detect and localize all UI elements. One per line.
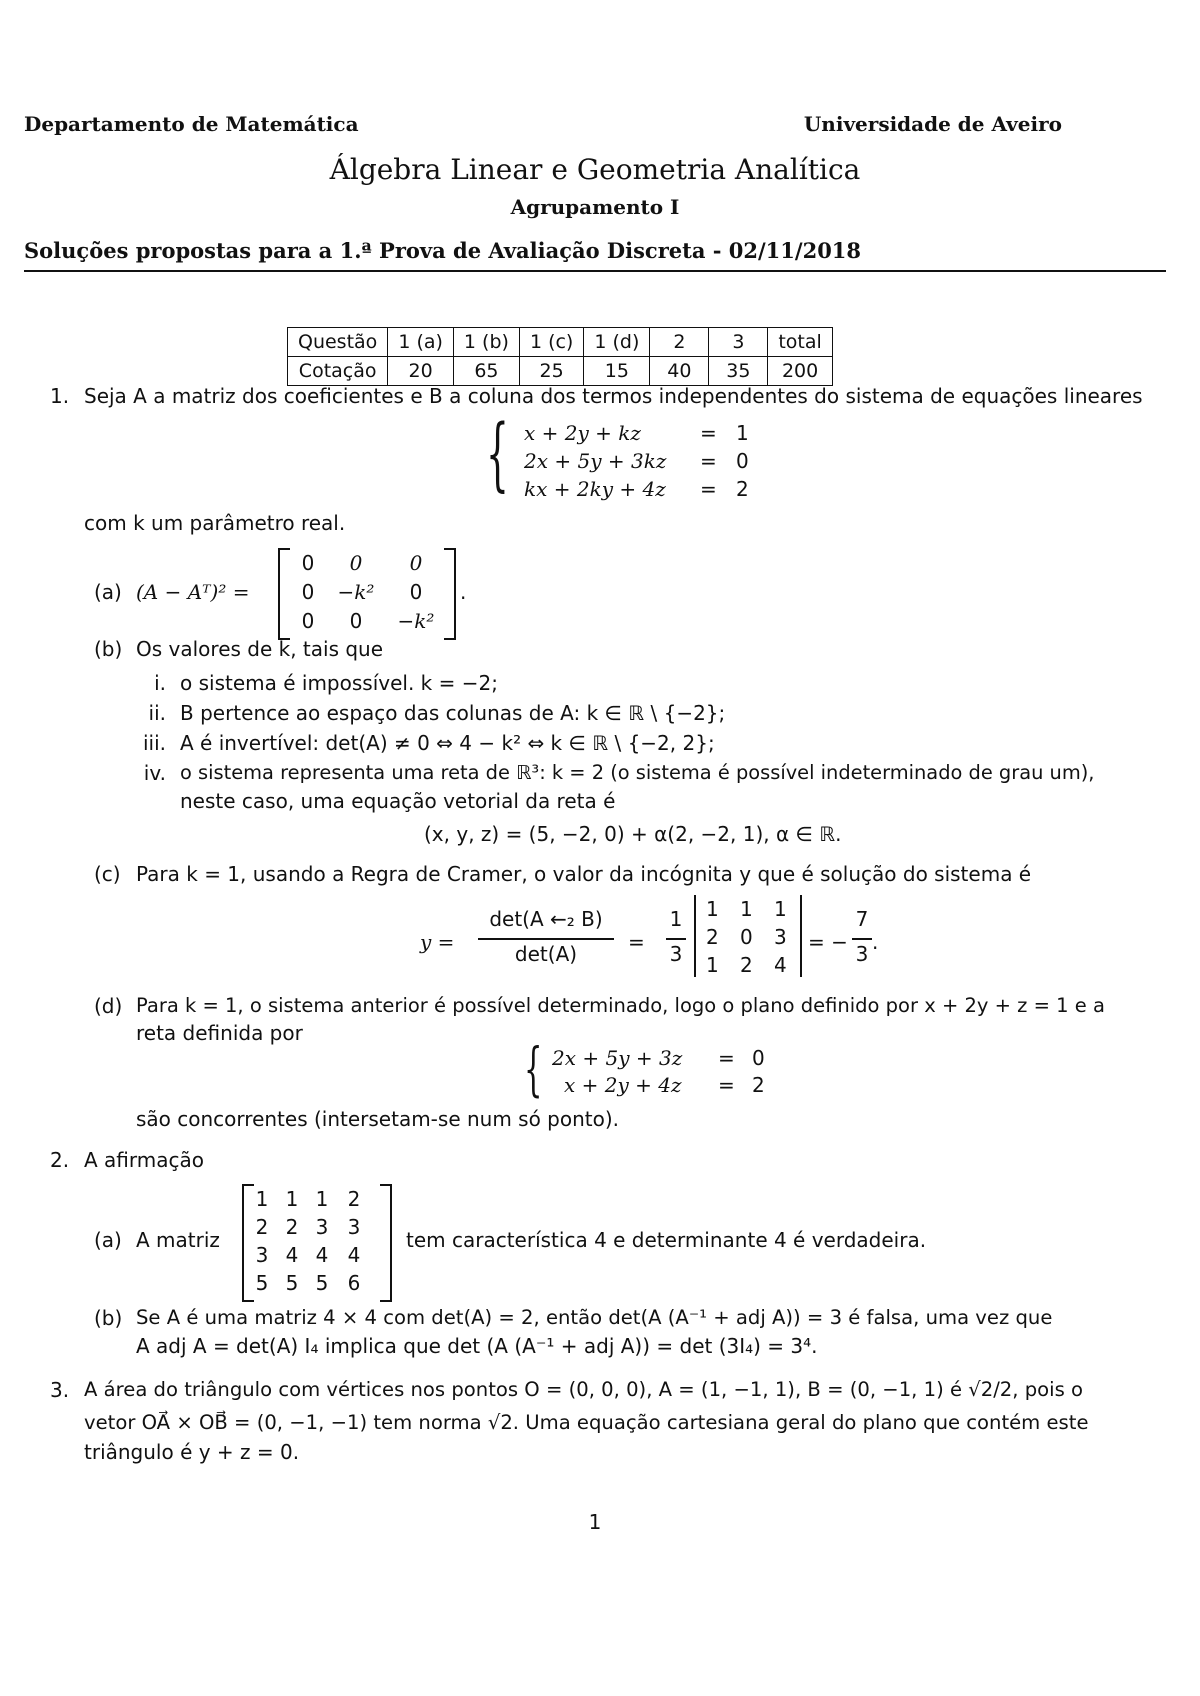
determinant-cell: 1 bbox=[706, 897, 719, 921]
fraction-bar bbox=[852, 938, 872, 940]
q2b-text: Se A é uma matriz 4 × 4 com det(A) = 2, então det(A (A⁻¹ + adj A)) = 3 é falsa, uma vez que bbox=[136, 1306, 1053, 1329]
determinant-cell: 4 bbox=[774, 953, 787, 977]
q1d-text: reta definida por bbox=[136, 1021, 303, 1045]
q1b-item-text: A é invertível: det(A) ≠ 0 ⇔ 4 − k² ⇔ k ∈ ℝ \ {−2, 2}; bbox=[180, 731, 715, 755]
table-cell: 200 bbox=[768, 357, 832, 386]
table-cell: 2 bbox=[650, 328, 709, 357]
q2b-text: A adj A = det(A) I₄ implica que det (A (A⁻¹ + adj A)) = det (3I₄) = 3⁴. bbox=[136, 1334, 818, 1358]
cramer-numerator: det(A ←₂ B) bbox=[489, 907, 603, 931]
matrix-cell: 5 bbox=[315, 1271, 329, 1295]
matrix-cell: 0 bbox=[301, 609, 315, 633]
department-name: Departamento de Matemática bbox=[24, 112, 359, 136]
system-rhs: 0 bbox=[752, 1046, 765, 1070]
q1b-iv-continuation: neste caso, uma equação vetorial da reta é bbox=[180, 789, 616, 813]
q2a-label: (a) bbox=[94, 1228, 122, 1252]
table-cell: total bbox=[768, 328, 832, 357]
system-eq: = bbox=[718, 1073, 735, 1097]
q1d-label: (d) bbox=[94, 994, 123, 1018]
determinant-cell: 1 bbox=[740, 897, 753, 921]
matrix-cell: 4 bbox=[285, 1243, 299, 1267]
grading-table bbox=[287, 327, 833, 386]
system-rhs: 2 bbox=[752, 1073, 765, 1097]
table-cell: 1 (b) bbox=[453, 328, 519, 357]
matrix-cell: 0 bbox=[349, 551, 363, 575]
q2a-matrix bbox=[244, 1184, 390, 1302]
system-brace: { bbox=[524, 1035, 543, 1103]
result-numerator: 7 bbox=[855, 907, 869, 931]
result-equals: = − bbox=[808, 930, 848, 954]
matrix-cell: 4 bbox=[347, 1243, 361, 1267]
university-name: Universidade de Aveiro bbox=[803, 112, 1062, 136]
matrix-cell: 1 bbox=[285, 1187, 299, 1211]
header-rule bbox=[24, 270, 1166, 272]
table-cell: 35 bbox=[709, 357, 768, 386]
fraction-numerator: 1 bbox=[669, 907, 683, 931]
q1b-item-text: o sistema é impossível. k = −2; bbox=[180, 671, 498, 695]
matrix-cell: 3 bbox=[347, 1215, 361, 1239]
matrix-cell: 3 bbox=[315, 1215, 329, 1239]
system-lhs: x + 2y + kz bbox=[524, 421, 641, 445]
result-period: . bbox=[872, 930, 879, 954]
q1b-item-text: o sistema representa uma reta de ℝ³: k = 2 (o sistema é possível indeterminado de grau um), bbox=[180, 761, 1095, 784]
matrix-cell: 3 bbox=[255, 1243, 269, 1267]
q1b-item-text: B pertence ao espaço das colunas de A: k ∈ ℝ \ {−2}; bbox=[180, 701, 726, 725]
matrix-cell: 2 bbox=[255, 1215, 269, 1239]
matrix-cell: 0 bbox=[409, 580, 423, 604]
result-denominator: 3 bbox=[855, 942, 869, 966]
table-cell: 65 bbox=[453, 357, 519, 386]
q1a-period: . bbox=[460, 580, 467, 604]
q1b-item-number: ii. bbox=[148, 701, 166, 725]
q1a-label: (a) bbox=[94, 580, 122, 604]
q2a-suffix: tem característica 4 e determinante 4 é verdadeira. bbox=[406, 1228, 927, 1252]
system-lhs: kx + 2ky + 4z bbox=[524, 477, 666, 501]
system-rhs: 1 bbox=[736, 421, 749, 445]
determinant-cell: 2 bbox=[740, 953, 753, 977]
system-eq: = bbox=[700, 477, 717, 501]
determinant-cell: 0 bbox=[740, 925, 753, 949]
cramer-equals: = bbox=[628, 930, 645, 954]
matrix-cell: 1 bbox=[315, 1187, 329, 1211]
matrix-cell: 2 bbox=[347, 1187, 361, 1211]
q1-number: 1. bbox=[50, 384, 70, 408]
determinant-cell: 3 bbox=[774, 925, 787, 949]
q1d-text: Para k = 1, o sistema anterior é possível determinado, logo o plano definido por x + 2y + z = 1 e a bbox=[136, 994, 1105, 1017]
determinant-cell: 1 bbox=[774, 897, 787, 921]
q2-intro: A afirmação bbox=[84, 1148, 204, 1172]
q3-text: vetor OA⃗ × OB⃗ = (0, −1, −1) tem norma √2. Uma equação cartesiana geral do plano que contém este bbox=[84, 1411, 1089, 1434]
cramer-denominator: det(A) bbox=[514, 942, 578, 966]
q1a-matrix bbox=[280, 548, 454, 640]
q2-number: 2. bbox=[50, 1148, 70, 1172]
determinant-bar-left bbox=[694, 895, 696, 977]
matrix-cell: 4 bbox=[315, 1243, 329, 1267]
matrix-cell: 0 bbox=[349, 609, 363, 633]
q2b-label: (b) bbox=[94, 1306, 123, 1330]
matrix-cell: 5 bbox=[255, 1271, 269, 1295]
system-rhs: 2 bbox=[736, 477, 749, 501]
fraction-bar bbox=[478, 938, 614, 940]
fraction-denominator: 3 bbox=[669, 942, 683, 966]
matrix-cell: 0 bbox=[301, 551, 315, 575]
system-lhs: 2x + 5y + 3kz bbox=[524, 449, 667, 473]
q1b-item-number: iv. bbox=[143, 761, 166, 785]
determinant-cell: 2 bbox=[706, 925, 719, 949]
matrix-cell: 0 bbox=[301, 580, 315, 604]
table-cell: 40 bbox=[650, 357, 709, 386]
q1b-intro: Os valores de k, tais que bbox=[136, 637, 384, 661]
q1c-text: Para k = 1, usando a Regra de Cramer, o valor da incógnita y que é solução do sistema é bbox=[136, 862, 1032, 886]
matrix-cell: 1 bbox=[255, 1187, 269, 1211]
system-brace: { bbox=[486, 407, 509, 500]
table-cell: 3 bbox=[709, 328, 768, 357]
system-rhs: 0 bbox=[736, 449, 749, 473]
matrix-cell: 6 bbox=[347, 1271, 361, 1295]
fraction-bar bbox=[666, 938, 686, 940]
q3-number: 3. bbox=[50, 1378, 70, 1402]
table-row bbox=[288, 328, 833, 357]
system-lhs: 2x + 5y + 3z bbox=[552, 1046, 683, 1070]
table-cell: 1 (d) bbox=[584, 328, 650, 357]
table-cell: Questão bbox=[288, 328, 388, 357]
matrix-cell: 5 bbox=[285, 1271, 299, 1295]
q1d-conclusion: são concorrentes (intersetam-se num só ponto). bbox=[136, 1107, 620, 1131]
group-label: Agrupamento I bbox=[510, 195, 680, 219]
table-cell: 1 (c) bbox=[519, 328, 583, 357]
q1-parameter-note: com k um parâmetro real. bbox=[84, 511, 346, 535]
system-eq: = bbox=[718, 1046, 735, 1070]
matrix-cell: 2 bbox=[285, 1215, 299, 1239]
table-row bbox=[288, 357, 833, 386]
line-vector-equation: (x, y, z) = (5, −2, 0) + α(2, −2, 1), α ∈ ℝ. bbox=[424, 822, 842, 846]
matrix-cell: 0 bbox=[409, 551, 423, 575]
q1c-label: (c) bbox=[94, 862, 121, 886]
q1b-label: (b) bbox=[94, 637, 123, 661]
q2a-prefix: A matriz bbox=[136, 1228, 220, 1252]
table-cell: 20 bbox=[388, 357, 454, 386]
system-lhs: x + 2y + 4z bbox=[564, 1073, 682, 1097]
determinant-bar-right bbox=[800, 895, 802, 977]
determinant-cell: 1 bbox=[706, 953, 719, 977]
course-title: Álgebra Linear e Geometria Analítica bbox=[329, 153, 861, 186]
cramer-y: y = bbox=[420, 930, 455, 954]
q3-text: triângulo é y + z = 0. bbox=[84, 1440, 300, 1464]
table-cell: 15 bbox=[584, 357, 650, 386]
page-number: 1 bbox=[588, 1510, 602, 1534]
q1a-expression: (A − Aᵀ)² = bbox=[136, 580, 250, 604]
system-eq: = bbox=[700, 421, 717, 445]
matrix-cell: −k² bbox=[397, 609, 435, 633]
q1-intro: Seja A a matriz dos coeficientes e B a coluna dos termos independentes do sistema de equações lineares bbox=[84, 384, 1143, 408]
table-cell: 25 bbox=[519, 357, 583, 386]
system-eq: = bbox=[700, 449, 717, 473]
q1b-item-number: i. bbox=[154, 671, 166, 695]
document-subtitle: Soluções propostas para a 1.ª Prova de Avaliação Discreta - 02/11/2018 bbox=[24, 238, 862, 263]
table-cell: 1 (a) bbox=[388, 328, 454, 357]
matrix-cell: −k² bbox=[337, 580, 375, 604]
table-cell: Cotação bbox=[288, 357, 388, 386]
q3-text: A área do triângulo com vértices nos pontos O = (0, 0, 0), A = (1, −1, 1), B = (0, −1, 1) é √2/2, pois o bbox=[84, 1378, 1084, 1401]
q1b-item-number: iii. bbox=[142, 731, 166, 755]
